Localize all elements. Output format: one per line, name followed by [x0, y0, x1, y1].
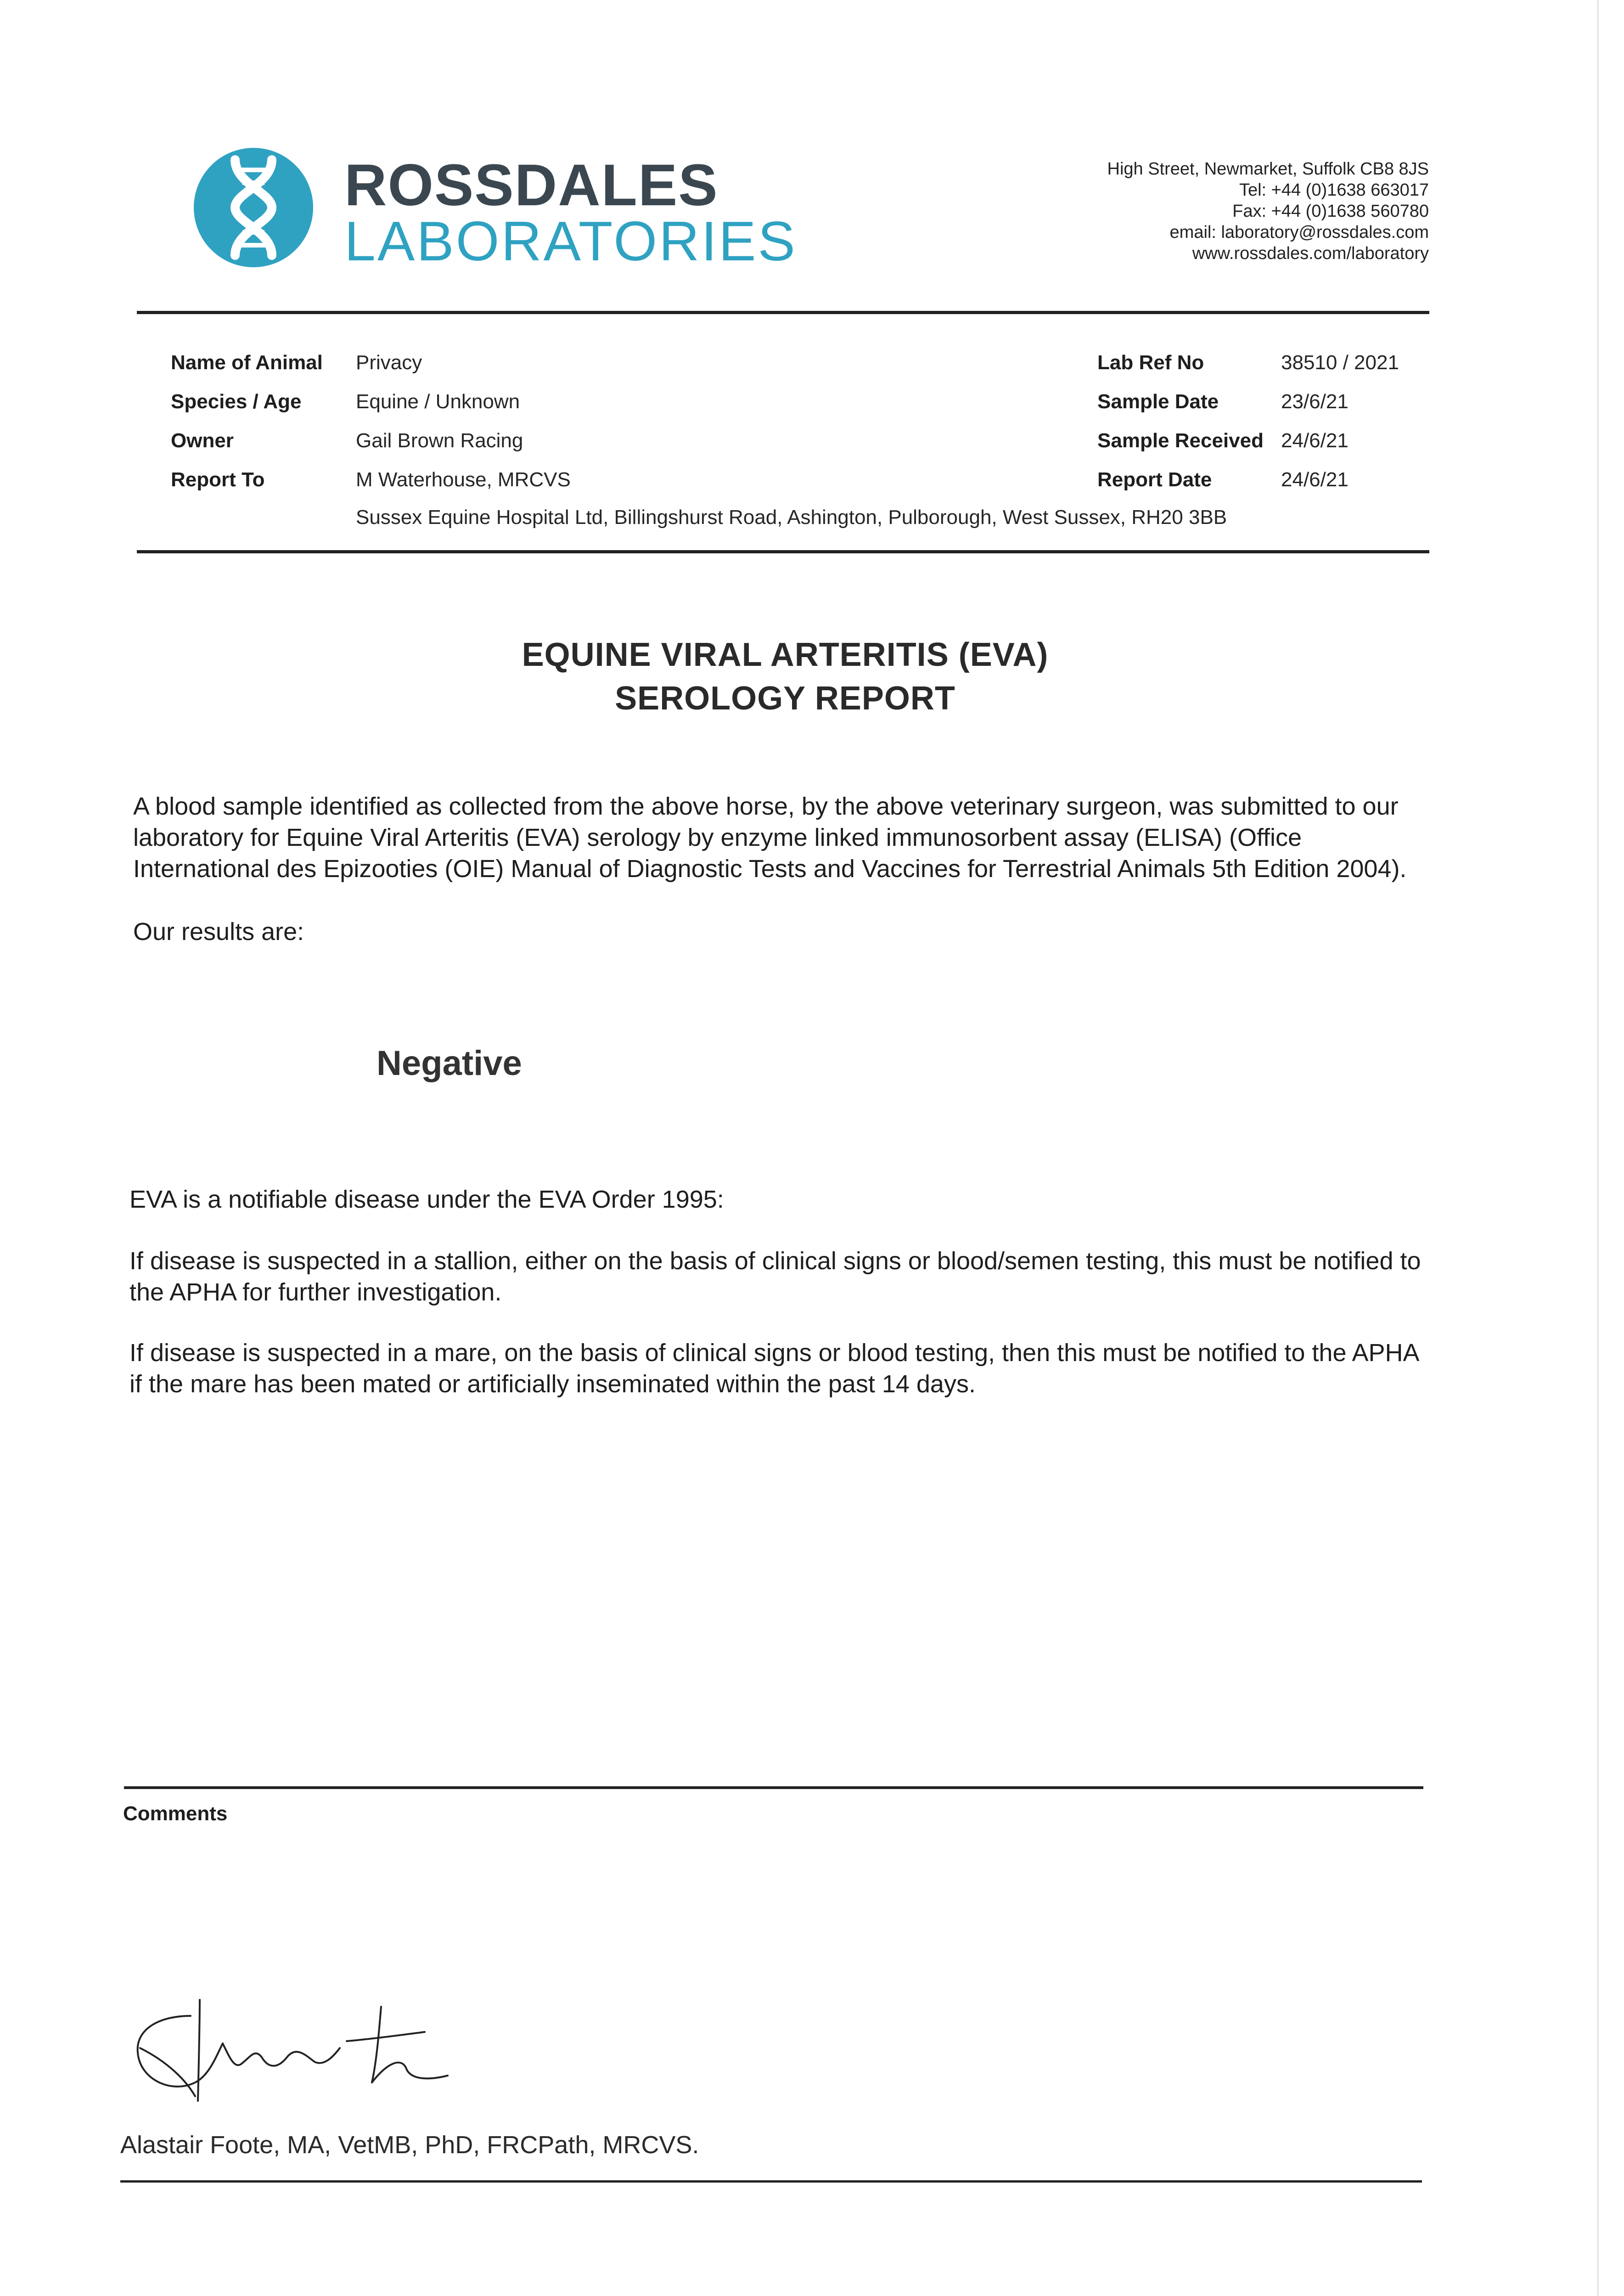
- website-line: www.rossdales.com/laboratory: [1192, 244, 1429, 263]
- scan-edge: [1597, 0, 1599, 2296]
- fax-line: Fax: +44 (0)1638 560780: [1232, 202, 1429, 221]
- sample-date-label: Sample Date: [1097, 390, 1219, 413]
- sample-received-value: 24/6/21: [1281, 429, 1349, 452]
- comments-label: Comments: [123, 1802, 228, 1825]
- sample-date-value: 23/6/21: [1281, 390, 1349, 413]
- brand-name: ROSSDALES: [344, 152, 719, 218]
- name-of-animal-value: Privacy: [356, 351, 422, 374]
- species-age-value: Equine / Unknown: [356, 390, 520, 413]
- signatory-name: Alastair Foote, MA, VetMB, PhD, FRCPath, MRCVS.: [120, 2131, 699, 2159]
- name-of-animal-label: Name of Animal: [171, 351, 323, 374]
- owner-label: Owner: [171, 429, 234, 452]
- stallion-note: If disease is suspected in a stallion, either on the basis of clinical signs or blood/semen testing, this must be notified to the APHA for further investigation.: [129, 1247, 1421, 1306]
- report-date-label: Report Date: [1097, 468, 1212, 491]
- lab-ref-value: 38510 / 2021: [1281, 351, 1399, 374]
- dna-helix-icon: [193, 147, 315, 269]
- sample-received-label: Sample Received: [1097, 429, 1264, 452]
- signature-image: [131, 1988, 461, 2108]
- report-to-label: Report To: [171, 468, 265, 491]
- phone-line: Tel: +44 (0)1638 663017: [1239, 180, 1429, 200]
- report-subtitle: SEROLOGY REPORT: [615, 680, 955, 717]
- intro-paragraph: A blood sample identified as collected from the above horse, by the above veterinary surgeon, was submitted to our laboratory for Equine Viral Arteritis (EVA) serology by enzyme linked immunosorbent assay (ELISA) (Office International des Epizooties (OIE) Manual of Diagnostic Tests and Vaccines for Terrestrial Animals 5th Edition 2004).: [133, 793, 1407, 883]
- mare-note: If disease is suspected in a mare, on the basis of clinical signs or blood testing, then this must be notified to the APHA if the mare has been mated or artificially inseminated within the past 14 days.: [129, 1339, 1418, 1398]
- notifiable-notice: EVA is a notifiable disease under the EVA Order 1995:: [129, 1186, 724, 1213]
- test-result: Negative: [376, 1044, 522, 1083]
- comments-divider: [124, 1786, 1423, 1789]
- species-age-label: Species / Age: [171, 390, 302, 413]
- report-to-value: M Waterhouse, MRCVS: [356, 468, 571, 491]
- results-intro: Our results are:: [133, 918, 304, 945]
- email-line: email: laboratory@rossdales.com: [1169, 223, 1429, 242]
- footer-divider: [120, 2180, 1422, 2183]
- lab-address: [1107, 158, 1429, 264]
- report-date-value: 24/6/21: [1281, 468, 1349, 491]
- report-to-address: Sussex Equine Hospital Ltd, Billingshurst Road, Ashington, Pulborough, West Sussex, RH20 3BB: [356, 506, 1227, 529]
- info-divider: [137, 550, 1429, 553]
- owner-value: Gail Brown Racing: [356, 429, 523, 452]
- report-title: EQUINE VIRAL ARTERITIS (EVA): [522, 636, 1049, 673]
- lab-ref-label: Lab Ref No: [1097, 351, 1204, 374]
- address-line: High Street, Newmarket, Suffolk CB8 8JS: [1107, 159, 1429, 179]
- brand-subname: LABORATORIES: [344, 210, 797, 272]
- header-divider: [137, 311, 1429, 314]
